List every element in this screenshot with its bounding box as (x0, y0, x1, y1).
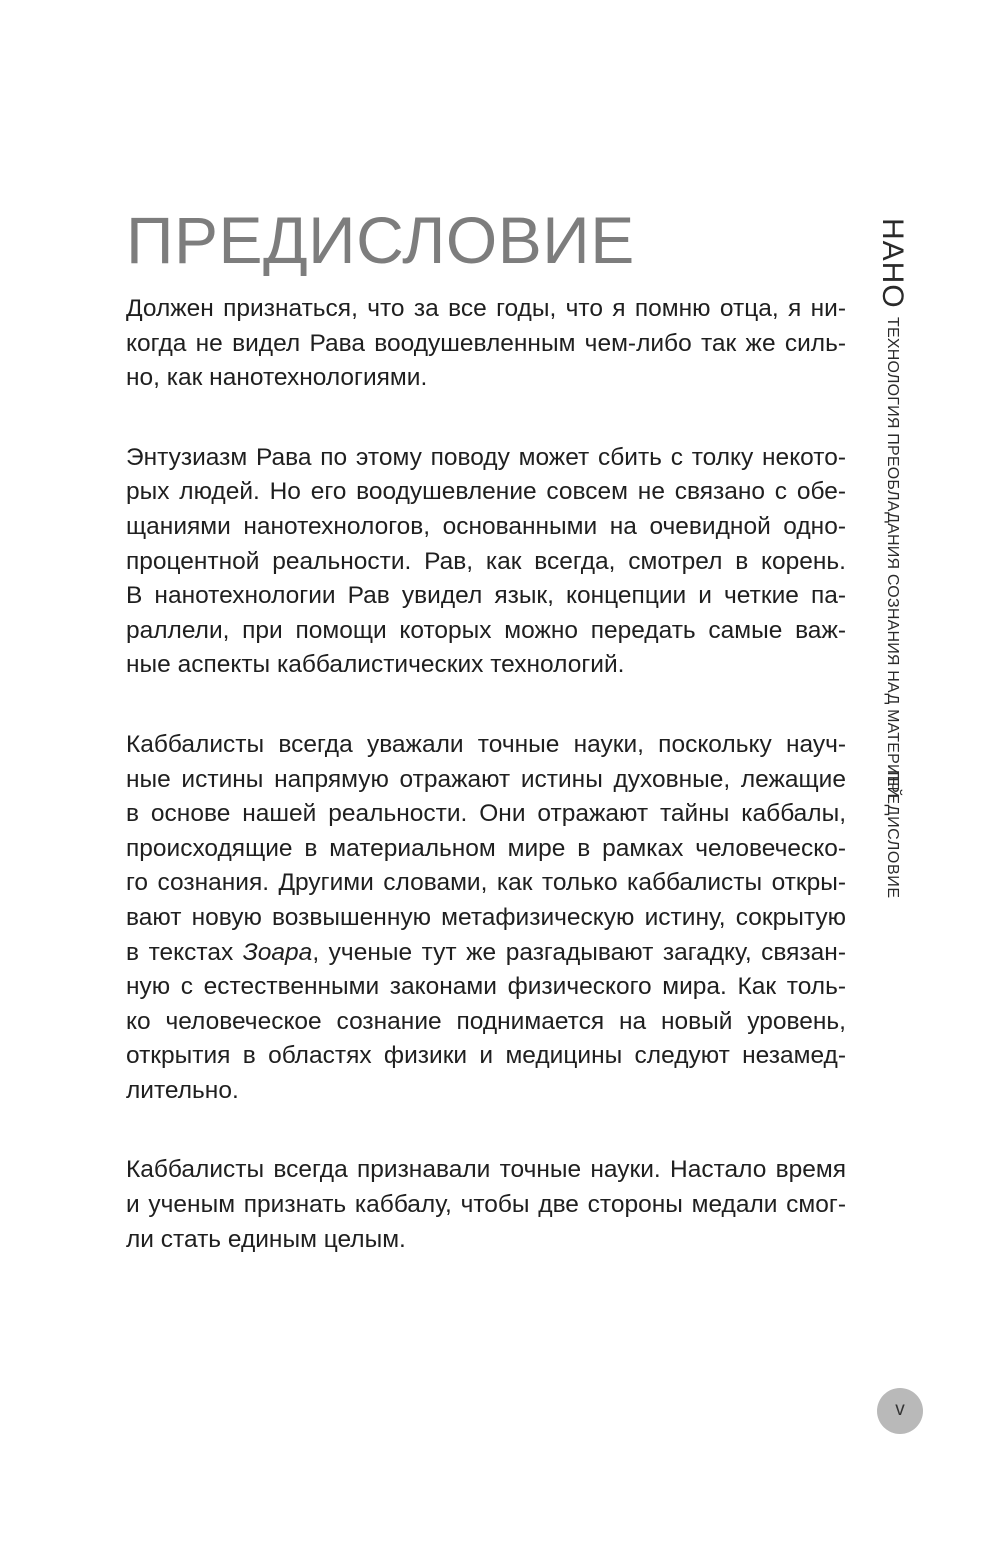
text-line: в основе нашей реальности. Они отражают тайны каббалы, (126, 800, 846, 828)
italic-title: Зоара (242, 938, 313, 966)
text-line (126, 936, 846, 971)
paragraph (126, 441, 846, 683)
text-line: и ученым признать каббалу, чтобы две стороны медали смог- (126, 1191, 846, 1219)
text-line: ко человеческое сознание поднимается на новый уровень, (126, 1007, 846, 1035)
text-line: когда не видел Рава воодушевленным чем-либо так же силь- (126, 329, 846, 357)
running-head-subtitle: ТЕХНОЛОГИЯ ПРЕОБЛАДАНИЯ СОЗНАНИЯ НАД МАТЕРИЕЙ (884, 317, 901, 799)
text-line: вают новую возвышенную метафизическую истину, сокрытую (126, 903, 846, 931)
chapter-title: ПРЕДИСЛОВИЕ (126, 203, 635, 277)
text-line: ные аспекты каббалистических технологий. (126, 651, 625, 679)
text-line: рых людей. Но его воодушевление совсем не связано с обе- (126, 478, 846, 506)
text-line: ли стать единым целым. (126, 1225, 406, 1253)
text-line: но, как нанотехнологиями. (126, 364, 428, 392)
paragraph (126, 292, 846, 396)
paragraph (126, 728, 846, 1109)
running-head-brand: НАНО (876, 218, 909, 309)
text-line: открытия в областях физики и медицины следуют незамед- (126, 1042, 846, 1070)
text-segment: в текстах (126, 938, 243, 966)
text-line: лительно. (126, 1076, 239, 1104)
text-line: Энтузиазм Рава по этому поводу может сбить с толку некото- (126, 443, 846, 471)
text-line: щаниями нанотехнологов, основанными на очевидной одно- (126, 512, 846, 540)
text-line: ную с естественными законами физического мира. Как толь- (126, 973, 846, 1001)
text-line: происходящие в материальном мире в рамках человеческо- (126, 834, 846, 862)
page-number-badge: v (877, 1388, 923, 1434)
text-line: го сознания. Другими словами, как только каббалисты откры- (126, 869, 846, 897)
text-line: Каббалисты всегда признавали точные науки. Настало время (126, 1156, 846, 1184)
body-text (126, 292, 846, 1302)
text-line: Каббалисты всегда уважали точные науки, поскольку науч- (126, 730, 846, 758)
text-segment: , ученые тут же разгадывают загадку, связан- (312, 938, 846, 966)
paragraph (126, 1153, 846, 1257)
text-line: раллели, при помощи которых можно передать самые важ- (126, 616, 846, 644)
running-head-chapter: ПРЕДИСЛОВИЕ (884, 770, 901, 899)
text-line: В нанотехнологии Рав увидел язык, концепции и четкие па- (126, 582, 846, 610)
text-line: Должен признаться, что за все годы, что я помню отца, я ни- (126, 295, 846, 322)
running-head (868, 218, 912, 1218)
text-line: ные истины напрямую отражают истины духовные, лежащие (126, 765, 846, 793)
text-line: процентной реальности. Рав, как всегда, смотрел в корень. (126, 547, 846, 575)
